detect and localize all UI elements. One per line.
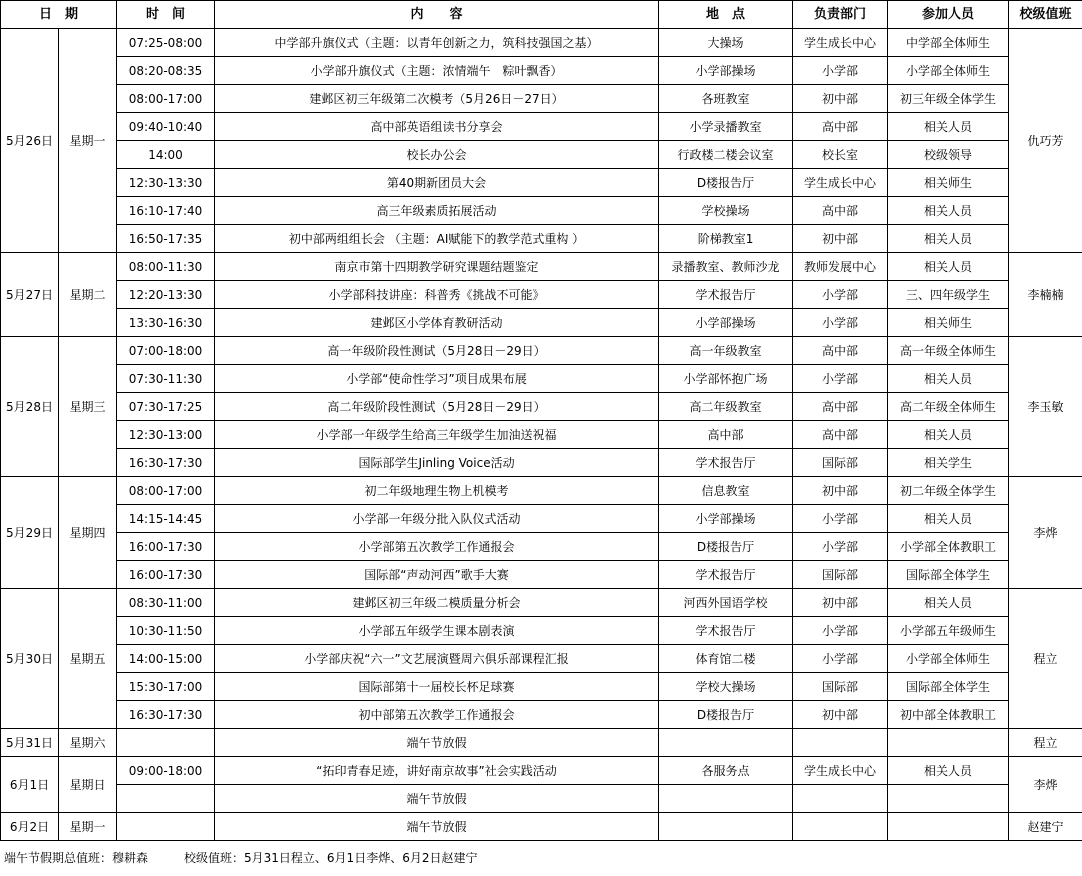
content-cell: 小学部一年级分批入队仪式活动 bbox=[215, 505, 659, 533]
table-row bbox=[1, 253, 1082, 281]
date-cell: 5月28日 bbox=[1, 337, 59, 477]
place-cell: 小学部操场 bbox=[659, 505, 793, 533]
dept-cell: 小学部 bbox=[793, 617, 888, 645]
time-cell: 14:00-15:00 bbox=[117, 645, 215, 673]
header-people: 参加人员 bbox=[888, 1, 1009, 29]
table-row bbox=[1, 281, 1082, 309]
people-cell bbox=[888, 785, 1009, 813]
dept-cell: 高中部 bbox=[793, 337, 888, 365]
place-cell bbox=[659, 785, 793, 813]
time-cell: 13:30-16:30 bbox=[117, 309, 215, 337]
dept-cell: 小学部 bbox=[793, 533, 888, 561]
footer-note bbox=[4, 850, 477, 866]
content-cell: 高中部英语组读书分享会 bbox=[215, 113, 659, 141]
place-cell: 小学部怀抱广场 bbox=[659, 365, 793, 393]
content-cell: 端午节放假 bbox=[215, 729, 659, 757]
table-row bbox=[1, 729, 1082, 757]
content-cell: 高一年级阶段性测试（5月28日－29日） bbox=[215, 337, 659, 365]
place-cell: 高一年级教室 bbox=[659, 337, 793, 365]
table-row bbox=[1, 29, 1082, 57]
place-cell: D楼报告厅 bbox=[659, 533, 793, 561]
place-cell: 各班教室 bbox=[659, 85, 793, 113]
place-cell: 小学部操场 bbox=[659, 57, 793, 85]
people-cell: 小学部全体师生 bbox=[888, 645, 1009, 673]
time-cell: 09:00-18:00 bbox=[117, 757, 215, 785]
date-cell: 5月31日 bbox=[1, 729, 59, 757]
table-row bbox=[1, 337, 1082, 365]
duty-cell: 程立 bbox=[1009, 589, 1082, 729]
table-row bbox=[1, 169, 1082, 197]
table-row bbox=[1, 477, 1082, 505]
duty-cell: 程立 bbox=[1009, 729, 1082, 757]
table-row bbox=[1, 645, 1082, 673]
people-cell: 相关人员 bbox=[888, 505, 1009, 533]
place-cell: 小学录播教室 bbox=[659, 113, 793, 141]
people-cell: 相关人员 bbox=[888, 589, 1009, 617]
table-row bbox=[1, 113, 1082, 141]
header-time: 时 间 bbox=[117, 1, 215, 29]
content-cell: 校长办公会 bbox=[215, 141, 659, 169]
content-cell: 建邺区初三年级二模质量分析会 bbox=[215, 589, 659, 617]
content-cell: 中学部升旗仪式（主题：以青年创新之力，筑科技强国之基） bbox=[215, 29, 659, 57]
people-cell: 三、四年级学生 bbox=[888, 281, 1009, 309]
table-row bbox=[1, 813, 1082, 841]
people-cell: 校级领导 bbox=[888, 141, 1009, 169]
duty-cell: 赵建宁 bbox=[1009, 813, 1082, 841]
weekday-cell: 星期一 bbox=[59, 29, 117, 253]
people-cell: 初二年级全体学生 bbox=[888, 477, 1009, 505]
place-cell bbox=[659, 813, 793, 841]
people-cell: 相关人员 bbox=[888, 421, 1009, 449]
date-cell: 6月1日 bbox=[1, 757, 59, 813]
dept-cell bbox=[793, 813, 888, 841]
people-cell: 初中部全体教职工 bbox=[888, 701, 1009, 729]
place-cell: 信息教室 bbox=[659, 477, 793, 505]
time-cell: 08:00-17:00 bbox=[117, 477, 215, 505]
dept-cell: 国际部 bbox=[793, 449, 888, 477]
time-cell: 09:40-10:40 bbox=[117, 113, 215, 141]
dept-cell: 初中部 bbox=[793, 225, 888, 253]
table-row bbox=[1, 701, 1082, 729]
header-row bbox=[1, 1, 1082, 29]
table-row bbox=[1, 365, 1082, 393]
people-cell: 相关人员 bbox=[888, 365, 1009, 393]
dept-cell: 小学部 bbox=[793, 281, 888, 309]
dept-cell: 国际部 bbox=[793, 673, 888, 701]
time-cell: 14:15-14:45 bbox=[117, 505, 215, 533]
time-cell: 16:50-17:35 bbox=[117, 225, 215, 253]
weekday-cell: 星期一 bbox=[59, 813, 117, 841]
date-cell: 5月29日 bbox=[1, 477, 59, 589]
dept-cell: 小学部 bbox=[793, 57, 888, 85]
time-cell: 16:30-17:30 bbox=[117, 449, 215, 477]
people-cell: 中学部全体师生 bbox=[888, 29, 1009, 57]
content-cell: 高三年级素质拓展活动 bbox=[215, 197, 659, 225]
duty-cell: 李玉敏 bbox=[1009, 337, 1082, 477]
dept-cell: 校长室 bbox=[793, 141, 888, 169]
people-cell: 相关学生 bbox=[888, 449, 1009, 477]
place-cell: 学术报告厅 bbox=[659, 561, 793, 589]
people-cell: 高一年级全体师生 bbox=[888, 337, 1009, 365]
duty-cell: 李楠楠 bbox=[1009, 253, 1082, 337]
table-row bbox=[1, 309, 1082, 337]
time-cell: 12:30-13:00 bbox=[117, 421, 215, 449]
people-cell: 小学部全体师生 bbox=[888, 57, 1009, 85]
time-cell: 07:30-17:25 bbox=[117, 393, 215, 421]
place-cell: 学术报告厅 bbox=[659, 281, 793, 309]
dept-cell: 国际部 bbox=[793, 561, 888, 589]
table-row bbox=[1, 449, 1082, 477]
table-row bbox=[1, 533, 1082, 561]
time-cell: 08:00-11:30 bbox=[117, 253, 215, 281]
weekday-cell: 星期日 bbox=[59, 757, 117, 813]
content-cell: 初中部两组组长会 （主题：AI赋能下的教学范式重构 ） bbox=[215, 225, 659, 253]
place-cell: 学校大操场 bbox=[659, 673, 793, 701]
dept-cell: 小学部 bbox=[793, 505, 888, 533]
people-cell: 高二年级全体师生 bbox=[888, 393, 1009, 421]
place-cell: 学校操场 bbox=[659, 197, 793, 225]
time-cell: 07:30-11:30 bbox=[117, 365, 215, 393]
place-cell: 学术报告厅 bbox=[659, 449, 793, 477]
place-cell: 高二年级教室 bbox=[659, 393, 793, 421]
header-content: 内 容 bbox=[215, 1, 659, 29]
header-date: 日 期 bbox=[1, 1, 117, 29]
content-cell: 小学部一年级学生给高三年级学生加油送祝福 bbox=[215, 421, 659, 449]
dept-cell: 初中部 bbox=[793, 85, 888, 113]
content-cell: 小学部庆祝“六一”文艺展演暨周六俱乐部课程汇报 bbox=[215, 645, 659, 673]
people-cell: 初三年级全体学生 bbox=[888, 85, 1009, 113]
table-row bbox=[1, 225, 1082, 253]
table-row bbox=[1, 141, 1082, 169]
dept-cell: 高中部 bbox=[793, 113, 888, 141]
table-row bbox=[1, 589, 1082, 617]
date-cell: 6月2日 bbox=[1, 813, 59, 841]
people-cell: 相关人员 bbox=[888, 225, 1009, 253]
time-cell: 16:10-17:40 bbox=[117, 197, 215, 225]
header-place: 地 点 bbox=[659, 1, 793, 29]
place-cell: 小学部操场 bbox=[659, 309, 793, 337]
people-cell: 相关人员 bbox=[888, 197, 1009, 225]
dept-cell: 高中部 bbox=[793, 393, 888, 421]
date-cell: 5月26日 bbox=[1, 29, 59, 253]
table-row bbox=[1, 757, 1082, 785]
table-row bbox=[1, 505, 1082, 533]
content-cell: 小学部科技讲座：科普秀《挑战不可能》 bbox=[215, 281, 659, 309]
time-cell: 16:00-17:30 bbox=[117, 533, 215, 561]
people-cell: 小学部五年级师生 bbox=[888, 617, 1009, 645]
place-cell: 行政楼二楼会议室 bbox=[659, 141, 793, 169]
place-cell: 阶梯教室1 bbox=[659, 225, 793, 253]
weekday-cell: 星期六 bbox=[59, 729, 117, 757]
time-cell: 16:30-17:30 bbox=[117, 701, 215, 729]
place-cell: D楼报告厅 bbox=[659, 701, 793, 729]
time-cell: 10:30-11:50 bbox=[117, 617, 215, 645]
time-cell: 07:00-18:00 bbox=[117, 337, 215, 365]
place-cell: 河西外国语学校 bbox=[659, 589, 793, 617]
table-row bbox=[1, 421, 1082, 449]
dept-cell: 学生成长中心 bbox=[793, 757, 888, 785]
people-cell: 小学部全体教职工 bbox=[888, 533, 1009, 561]
dept-cell: 学生成长中心 bbox=[793, 169, 888, 197]
time-cell: 12:20-13:30 bbox=[117, 281, 215, 309]
content-cell: 初中部第五次教学工作通报会 bbox=[215, 701, 659, 729]
place-cell: 录播教室、教师沙龙 bbox=[659, 253, 793, 281]
content-cell: 第40期新团员大会 bbox=[215, 169, 659, 197]
people-cell: 相关人员 bbox=[888, 757, 1009, 785]
people-cell: 国际部全体学生 bbox=[888, 673, 1009, 701]
people-cell: 相关人员 bbox=[888, 253, 1009, 281]
weekday-cell: 星期二 bbox=[59, 253, 117, 337]
content-cell: 小学部“使命性学习”项目成果布展 bbox=[215, 365, 659, 393]
content-cell: 小学部五年级学生课本剧表演 bbox=[215, 617, 659, 645]
place-cell: 学术报告厅 bbox=[659, 617, 793, 645]
place-cell: D楼报告厅 bbox=[659, 169, 793, 197]
weekday-cell: 星期四 bbox=[59, 477, 117, 589]
content-cell: 小学部升旗仪式（主题：浓情端午 粽叶飘香） bbox=[215, 57, 659, 85]
time-cell: 07:25-08:00 bbox=[117, 29, 215, 57]
weekday-cell: 星期五 bbox=[59, 589, 117, 729]
table-row bbox=[1, 85, 1082, 113]
table-row bbox=[1, 561, 1082, 589]
duty-cell: 仇巧芳 bbox=[1009, 29, 1082, 253]
time-cell: 16:00-17:30 bbox=[117, 561, 215, 589]
schedule-body bbox=[1, 29, 1082, 841]
place-cell: 高中部 bbox=[659, 421, 793, 449]
content-cell: 南京市第十四期教学研究课题结题鉴定 bbox=[215, 253, 659, 281]
footer-holiday-duty: 端午节假期总值班：穆耕森 bbox=[4, 851, 149, 865]
place-cell: 大操场 bbox=[659, 29, 793, 57]
people-cell bbox=[888, 729, 1009, 757]
duty-cell: 李烨 bbox=[1009, 477, 1082, 589]
time-cell: 08:00-17:00 bbox=[117, 85, 215, 113]
header-duty: 校级值班 bbox=[1009, 1, 1082, 29]
people-cell: 相关师生 bbox=[888, 309, 1009, 337]
content-cell: 高二年级阶段性测试（5月28日－29日） bbox=[215, 393, 659, 421]
dept-cell bbox=[793, 785, 888, 813]
time-cell: 08:20-08:35 bbox=[117, 57, 215, 85]
dept-cell: 高中部 bbox=[793, 421, 888, 449]
time-cell bbox=[117, 813, 215, 841]
table-row bbox=[1, 617, 1082, 645]
table-row bbox=[1, 673, 1082, 701]
dept-cell: 小学部 bbox=[793, 365, 888, 393]
table-row bbox=[1, 57, 1082, 85]
content-cell: 端午节放假 bbox=[215, 813, 659, 841]
footer-school-duty: 校级值班：5月31日程立、6月1日李烨、6月2日赵建宁 bbox=[184, 851, 478, 865]
weekday-cell: 星期三 bbox=[59, 337, 117, 477]
time-cell bbox=[117, 785, 215, 813]
time-cell: 08:30-11:00 bbox=[117, 589, 215, 617]
dept-cell: 小学部 bbox=[793, 645, 888, 673]
content-cell: 建邺区初三年级第二次模考（5月26日－27日） bbox=[215, 85, 659, 113]
people-cell: 相关人员 bbox=[888, 113, 1009, 141]
content-cell: 国际部第十一届校长杯足球赛 bbox=[215, 673, 659, 701]
table-row bbox=[1, 197, 1082, 225]
people-cell: 相关师生 bbox=[888, 169, 1009, 197]
header-dept: 负责部门 bbox=[793, 1, 888, 29]
people-cell bbox=[888, 813, 1009, 841]
content-cell: 端午节放假 bbox=[215, 785, 659, 813]
time-cell: 15:30-17:00 bbox=[117, 673, 215, 701]
dept-cell: 初中部 bbox=[793, 477, 888, 505]
place-cell bbox=[659, 729, 793, 757]
time-cell: 14:00 bbox=[117, 141, 215, 169]
content-cell: 国际部“声动河西”歌手大赛 bbox=[215, 561, 659, 589]
content-cell: 建邺区小学体育教研活动 bbox=[215, 309, 659, 337]
people-cell: 国际部全体学生 bbox=[888, 561, 1009, 589]
content-cell: 初二年级地理生物上机模考 bbox=[215, 477, 659, 505]
place-cell: 体育馆二楼 bbox=[659, 645, 793, 673]
dept-cell: 初中部 bbox=[793, 701, 888, 729]
table-row bbox=[1, 393, 1082, 421]
time-cell bbox=[117, 729, 215, 757]
date-cell: 5月30日 bbox=[1, 589, 59, 729]
dept-cell bbox=[793, 729, 888, 757]
table-row bbox=[1, 785, 1082, 813]
dept-cell: 高中部 bbox=[793, 197, 888, 225]
content-cell: 小学部第五次教学工作通报会 bbox=[215, 533, 659, 561]
dept-cell: 学生成长中心 bbox=[793, 29, 888, 57]
time-cell: 12:30-13:30 bbox=[117, 169, 215, 197]
dept-cell: 教师发展中心 bbox=[793, 253, 888, 281]
dept-cell: 小学部 bbox=[793, 309, 888, 337]
content-cell: 国际部学生Jinling Voice活动 bbox=[215, 449, 659, 477]
date-cell: 5月27日 bbox=[1, 253, 59, 337]
content-cell: “拓印青春足迹，讲好南京故事”社会实践活动 bbox=[215, 757, 659, 785]
duty-cell: 李烨 bbox=[1009, 757, 1082, 813]
place-cell: 各服务点 bbox=[659, 757, 793, 785]
dept-cell: 初中部 bbox=[793, 589, 888, 617]
